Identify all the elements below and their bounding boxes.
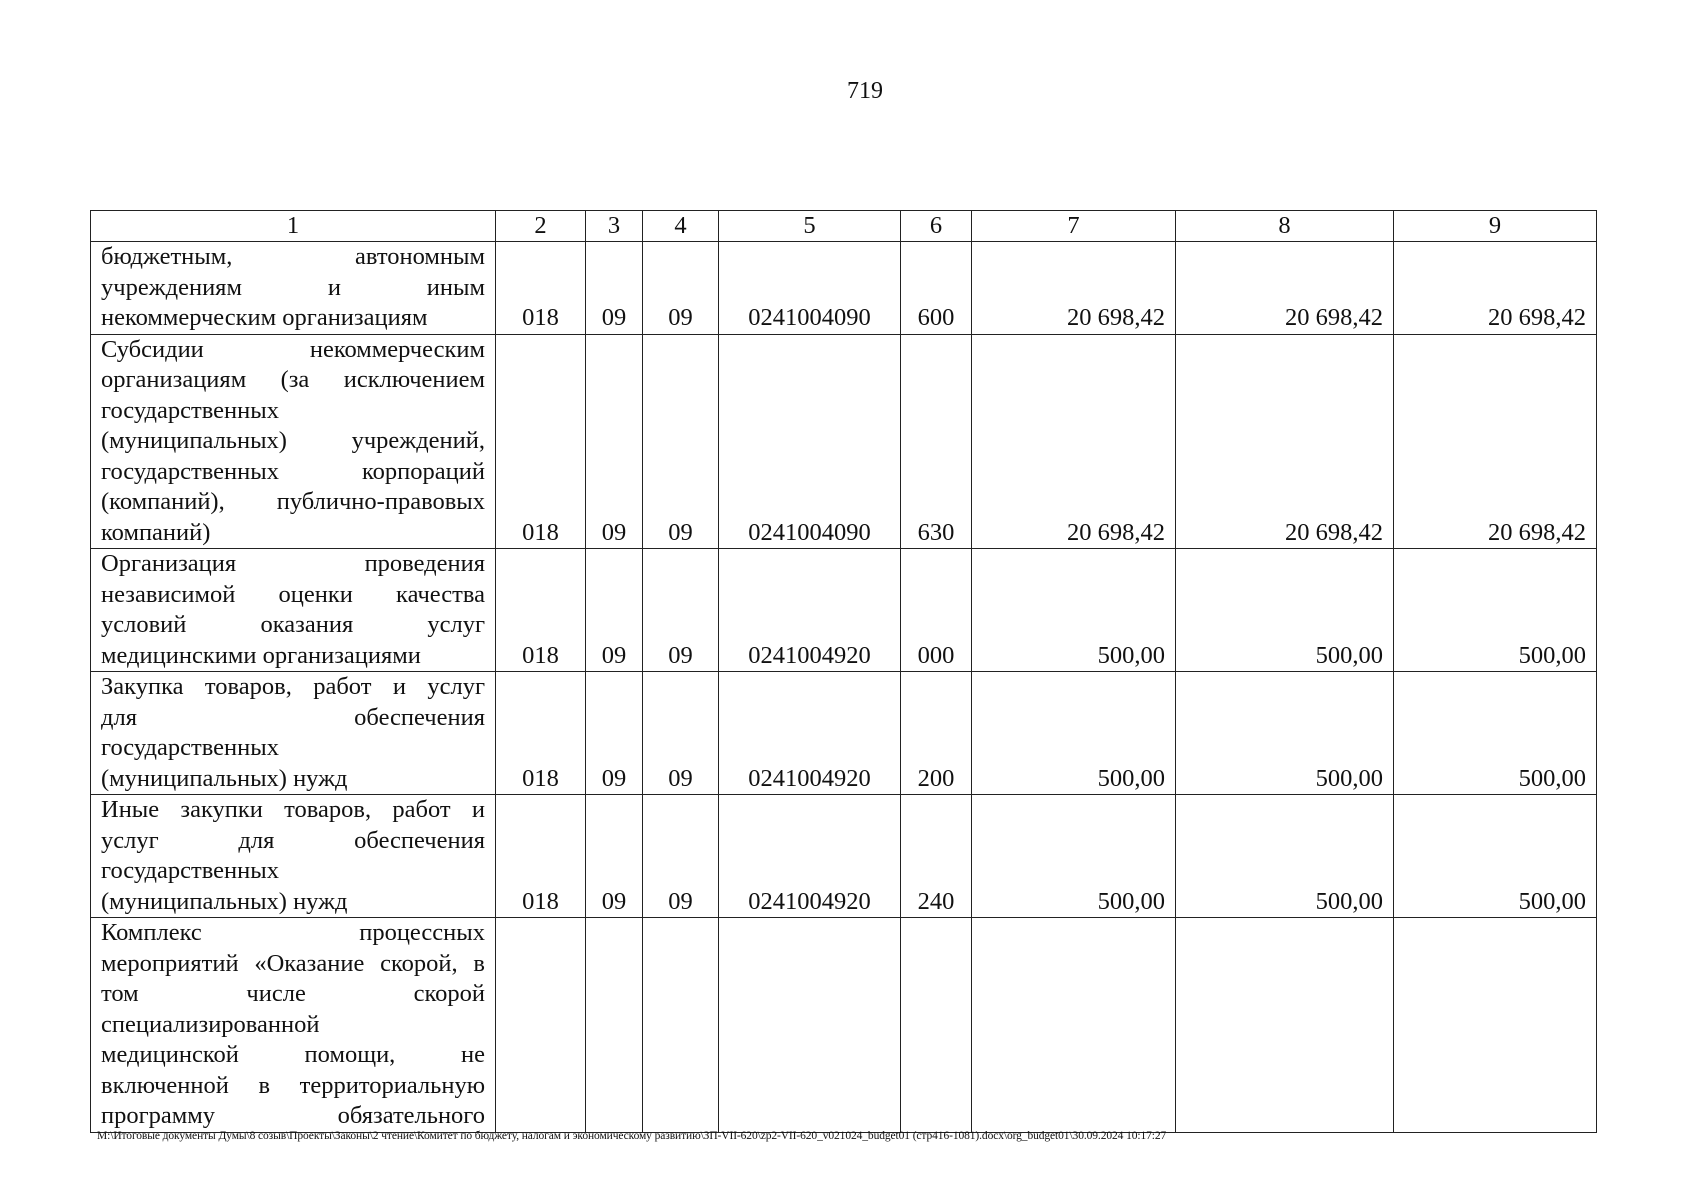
- description-line: условий оказания услуг: [101, 611, 485, 638]
- cell-subsection: 09: [643, 549, 719, 672]
- cell-expense-type: 200: [901, 672, 972, 795]
- cell-target-article: 0241004090: [719, 242, 901, 335]
- cell-amount-col8: 500,00: [1176, 549, 1394, 672]
- cell-amount-col9: 20 698,42: [1394, 242, 1597, 335]
- cell-expense-type: 240: [901, 795, 972, 918]
- description-line: Комплекс процессных: [101, 919, 485, 946]
- cell-target-article: 0241004090: [719, 334, 901, 549]
- row-description: [91, 918, 496, 1133]
- description-line: программу обязательного: [101, 1102, 485, 1129]
- cell-section: [586, 918, 643, 1133]
- description-line: Закупка товаров, работ и услуг: [101, 673, 485, 700]
- table-row: [91, 795, 1597, 918]
- header-col-6: 6: [901, 211, 972, 242]
- cell-amount-col9: [1394, 918, 1597, 1133]
- table-row: [91, 549, 1597, 672]
- description-line: государственных: [101, 396, 279, 424]
- cell-amount-col8: 500,00: [1176, 795, 1394, 918]
- cell-subsection: [643, 918, 719, 1133]
- description-line: включенной в территориальную: [101, 1071, 485, 1099]
- cell-subsection: 09: [643, 795, 719, 918]
- cell-ministry: 018: [496, 549, 586, 672]
- cell-amount-col7: 500,00: [972, 795, 1176, 918]
- header-col-3: 3: [586, 211, 643, 242]
- description-line: учреждениям и иным: [101, 273, 485, 301]
- cell-expense-type: 630: [901, 334, 972, 549]
- description-line: организациям (за исключением: [101, 366, 485, 393]
- cell-section: 09: [586, 334, 643, 549]
- row-description: [91, 672, 496, 795]
- row-description: [91, 242, 496, 335]
- description-line: государственных корпораций: [101, 457, 485, 485]
- cell-target-article: 0241004920: [719, 795, 901, 918]
- table-header-row: [91, 211, 1597, 242]
- cell-expense-type: 000: [901, 549, 972, 672]
- cell-section: 09: [586, 672, 643, 795]
- cell-amount-col9: 500,00: [1394, 795, 1597, 918]
- cell-target-article: 0241004920: [719, 672, 901, 795]
- description-line: бюджетным, автономным: [101, 243, 485, 270]
- cell-amount-col8: 20 698,42: [1176, 242, 1394, 335]
- table-row: [91, 672, 1597, 795]
- header-col-9: 9: [1394, 211, 1597, 242]
- description-line: медицинской помощи, не: [101, 1041, 485, 1068]
- description-line: государственных: [101, 857, 279, 884]
- description-line: (компаний), публично-правовых: [101, 488, 485, 515]
- row-description: [91, 334, 496, 549]
- header-col-2: 2: [496, 211, 586, 242]
- row-description: [91, 549, 496, 672]
- description-line: для обеспечения: [101, 703, 485, 731]
- cell-subsection: 09: [643, 334, 719, 549]
- cell-amount-col7: 500,00: [972, 672, 1176, 795]
- description-line: компаний): [101, 518, 211, 546]
- cell-ministry: 018: [496, 795, 586, 918]
- description-line: (муниципальных) нужд: [101, 764, 348, 792]
- header-col-4: 4: [643, 211, 719, 242]
- header-col-5: 5: [719, 211, 901, 242]
- cell-amount-col7: 20 698,42: [972, 242, 1176, 335]
- cell-amount-col9: 500,00: [1394, 672, 1597, 795]
- table-row: [91, 918, 1597, 1133]
- page-number: 719: [847, 78, 883, 104]
- description-line: специализированной: [101, 1010, 320, 1038]
- table-row: [91, 334, 1597, 549]
- cell-ministry: 018: [496, 334, 586, 549]
- description-line: некоммерческим организациям: [101, 304, 428, 331]
- table-row: [91, 242, 1597, 335]
- description-line: том числе скорой: [101, 980, 485, 1007]
- budget-table: [90, 210, 1597, 1133]
- cell-subsection: 09: [643, 672, 719, 795]
- description-line: Организация проведения: [101, 550, 485, 577]
- description-line: услуг для обеспечения: [101, 826, 485, 854]
- description-line: государственных: [101, 734, 279, 761]
- description-line: Иные закупки товаров, работ и: [101, 796, 485, 823]
- cell-subsection: 09: [643, 242, 719, 335]
- cell-section: 09: [586, 549, 643, 672]
- description-line: Субсидии некоммерческим: [101, 335, 485, 363]
- cell-amount-col7: [972, 918, 1176, 1133]
- cell-amount-col7: 500,00: [972, 549, 1176, 672]
- row-description: [91, 795, 496, 918]
- header-col-7: 7: [972, 211, 1176, 242]
- description-line: (муниципальных) нужд: [101, 887, 348, 915]
- cell-target-article: 0241004920: [719, 549, 901, 672]
- description-line: медицинскими организациями: [101, 641, 421, 669]
- cell-section: 09: [586, 795, 643, 918]
- cell-ministry: [496, 918, 586, 1133]
- cell-amount-col7: 20 698,42: [972, 334, 1176, 549]
- footer-file-path: M:\Итоговые документы Думы\8 созыв\Проекты\Законы\2 чтение\Комитет по бюджету, налогам и экономическому развитию\ЗП-VII-620\zp2-VII-620_v021024_budget01 (стр416-1081).docx\org_budget01\30.09.2024 10:17:27: [97, 1130, 1167, 1142]
- cell-amount-col8: 20 698,42: [1176, 334, 1394, 549]
- header-col-8: 8: [1176, 211, 1394, 242]
- cell-ministry: 018: [496, 672, 586, 795]
- description-line: независимой оценки качества: [101, 580, 485, 608]
- description-line: (муниципальных) учреждений,: [101, 427, 485, 454]
- cell-ministry: 018: [496, 242, 586, 335]
- cell-expense-type: [901, 918, 972, 1133]
- description-line: мероприятий «Оказание скорой, в: [101, 949, 485, 977]
- cell-expense-type: 600: [901, 242, 972, 335]
- cell-amount-col8: [1176, 918, 1394, 1133]
- cell-target-article: [719, 918, 901, 1133]
- cell-amount-col9: 20 698,42: [1394, 334, 1597, 549]
- cell-amount-col9: 500,00: [1394, 549, 1597, 672]
- cell-amount-col8: 500,00: [1176, 672, 1394, 795]
- cell-section: 09: [586, 242, 643, 335]
- header-col-1: 1: [91, 211, 496, 242]
